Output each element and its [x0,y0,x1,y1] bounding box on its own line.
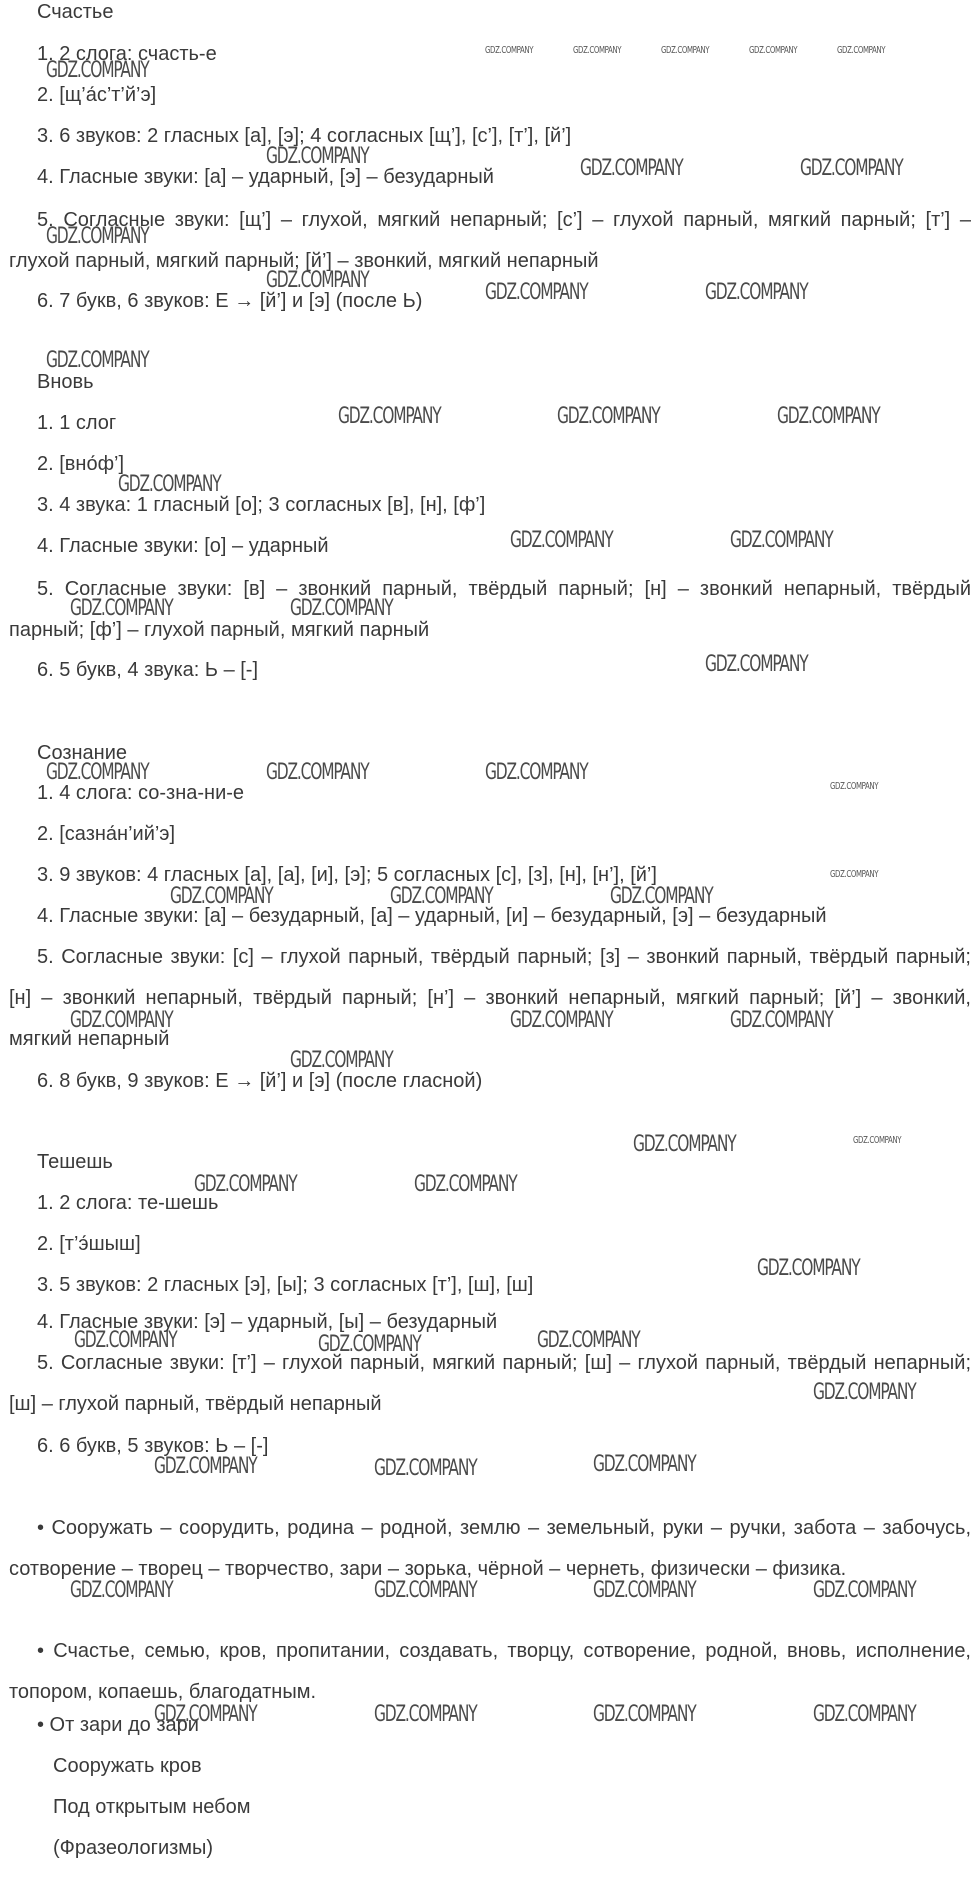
watermark: GDZ.COMPANY [537,1328,640,1353]
watermark: GDZ.COMPANY [74,1328,177,1353]
watermark: GDZ.COMPANY [70,596,173,621]
consonants-paragraph: 5. Согласные звуки: [в] – звонкий парный, твёрдый парный; [н] – звонкий непарный, твёрдый парный; [ф’] – глухой парный, мягкий парный [9,578,971,641]
vowels-line: 4. Гласные звуки: [о] – ударный [37,535,329,557]
watermark: GDZ.COMPANY [800,156,903,181]
watermark: GDZ.COMPANY [705,652,808,677]
watermark: GDZ.COMPANY [661,45,710,56]
watermark: GDZ.COMPANY [266,760,369,785]
watermark: GDZ.COMPANY [573,45,622,56]
watermark: GDZ.COMPANY [730,528,833,553]
watermark: GDZ.COMPANY [46,348,149,373]
watermark: GDZ.COMPANY [610,884,713,909]
watermark: GDZ.COMPANY [118,472,221,497]
watermark: GDZ.COMPANY [830,781,879,792]
watermark: GDZ.COMPANY [593,1578,696,1603]
watermark: GDZ.COMPANY [485,280,588,305]
watermark: GDZ.COMPANY [170,884,273,909]
watermark: GDZ.COMPANY [374,1702,477,1727]
syllables-line: 1. 2 слога: счасть-е [37,43,217,65]
watermark: GDZ.COMPANY [830,869,879,880]
transcription-line: 2. [т’э́шыш] [37,1233,141,1255]
phraseology-line: Под открытым небом [53,1796,251,1818]
vowels-line: 4. Гласные звуки: [а] – ударный, [э] – безударный [37,166,494,188]
watermark: GDZ.COMPANY [510,1008,613,1033]
transcription-line: 2. [щ’а́с’т’й’э] [37,84,157,106]
watermark: GDZ.COMPANY [374,1456,477,1481]
watermark: GDZ.COMPANY [374,1578,477,1603]
watermark: GDZ.COMPANY [154,1702,257,1727]
watermark: GDZ.COMPANY [813,1578,916,1603]
vowels-line: 4. Гласные звуки: [э] – ударный, [ы] – безударный [37,1311,498,1333]
watermark: GDZ.COMPANY [580,156,683,181]
watermark: GDZ.COMPANY [757,1256,860,1281]
section-word-teshesh: Тешешь [37,1151,113,1173]
watermark: GDZ.COMPANY [338,404,441,429]
sounds-line: 3. 5 звуков: 2 гласных [э], [ы]; 3 согласных [т’], [ш], [ш] [37,1274,534,1296]
phraseology-label: (Фразеологизмы) [53,1837,214,1859]
letters-line: 6. 5 букв, 4 звука: Ь – [-] [37,659,259,681]
watermark: GDZ.COMPANY [749,45,798,56]
consonants-paragraph: 5. Согласные звуки: [т’] – глухой парный, мягкий парный; [ш] – глухой парный, твёрдый непарный; [ш] – глухой парный, твёрдый непарный [9,1352,971,1415]
section-word-vnov: Вновь [37,371,94,393]
phraseology-line: Сооружать кров [53,1755,202,1777]
watermark: GDZ.COMPANY [290,596,393,621]
watermark: GDZ.COMPANY [557,404,660,429]
letters-line: 6. 6 букв, 5 звуков: Ь – [-] [37,1435,269,1457]
watermark: GDZ.COMPANY [194,1172,297,1197]
watermark: GDZ.COMPANY [813,1702,916,1727]
syllables-line: 1. 2 слога: те-шешь [37,1192,219,1214]
watermark: GDZ.COMPANY [154,1454,257,1479]
watermark: GDZ.COMPANY [593,1452,696,1477]
consonants-paragraph: 5. Согласные звуки: [с] – глухой парный, твёрдый парный; [з] – звонкий парный, твёрдый парный; [н] – звонкий непарный, твёрдый парный; [н’] – звонкий непарный, мягкий парный; [й’] – звонкий, мягкий непарный [9,946,971,1050]
watermark: GDZ.COMPANY [414,1172,517,1197]
watermark: GDZ.COMPANY [266,268,369,293]
section-word-soznanie: Сознание [37,742,128,764]
watermark: GDZ.COMPANY [390,884,493,909]
watermark: GDZ.COMPANY [290,1048,393,1073]
watermark: GDZ.COMPANY [510,528,613,553]
word-pairs-paragraph: • Сооружать – соорудить, родина – родной, землю – земельный, руки – ручки, забота – забочусь, сотворение – творец – творчество, зари – зорька, чёрной – чернеть, физически – физика. [9,1517,971,1580]
watermark: GDZ.COMPANY [837,45,886,56]
transcription-line: 2. [вно́ф’] [37,453,125,475]
watermark: GDZ.COMPANY [813,1380,916,1405]
watermark: GDZ.COMPANY [46,58,149,83]
watermark: GDZ.COMPANY [705,280,808,305]
sounds-line: 3. 4 звука: 1 гласный [о]; 3 согласных [в], [н], [ф’] [37,494,486,516]
syllables-line: 1. 4 слога: со-зна-ни-е [37,782,245,804]
phraseology-bullet: • От зари до зари [37,1714,199,1736]
sounds-line: 3. 9 звуков: 4 гласных [а], [а], [и], [э]; 5 согласных [с], [з], [н], [н’], [й’] [37,864,657,886]
syllables-line: 1. 1 слог [37,412,117,434]
watermark: GDZ.COMPANY [485,760,588,785]
watermark: GDZ.COMPANY [730,1008,833,1033]
letters-line: 6. 8 букв, 9 звуков: Е → [й’] и [э] (после гласной) [37,1070,483,1092]
watermark: GDZ.COMPANY [593,1702,696,1727]
watermark: GDZ.COMPANY [46,760,149,785]
watermark: GDZ.COMPANY [777,404,880,429]
vowels-line: 4. Гласные звуки: [а] – безударный, [а] – ударный, [и] – безударный, [э] – безударный [37,905,827,927]
word-list-paragraph: • Счастье, семью, кров, пропитании, создавать, творцу, сотворение, родной, вновь, исполнение, топором, копаешь, благодатным. [9,1640,971,1703]
letters-line: 6. 7 букв, 6 звуков: Е → [й’] и [э] (после Ь) [37,290,423,312]
watermark: GDZ.COMPANY [70,1008,173,1033]
watermark: GDZ.COMPANY [266,144,369,169]
watermark: GDZ.COMPANY [46,224,149,249]
watermark: GDZ.COMPANY [318,1332,421,1357]
sounds-line: 3. 6 звуков: 2 гласных [а], [э]; 4 согласных [щ’], [с’], [т’], [й’] [37,125,572,147]
watermark: GDZ.COMPANY [633,1132,736,1157]
watermark: GDZ.COMPANY [485,45,534,56]
watermark: GDZ.COMPANY [853,1135,902,1146]
section-word-schastye: Счастье [37,1,114,23]
consonants-paragraph: 5. Согласные звуки: [щ’] – глухой, мягкий непарный; [с’] – глухой парный, мягкий парный; [т’] – глухой парный, мягкий парный; [й’] – звонкий, мягкий непарный [9,209,971,272]
transcription-line: 2. [сазна́н’ий’э] [37,823,176,845]
watermark: GDZ.COMPANY [70,1578,173,1603]
